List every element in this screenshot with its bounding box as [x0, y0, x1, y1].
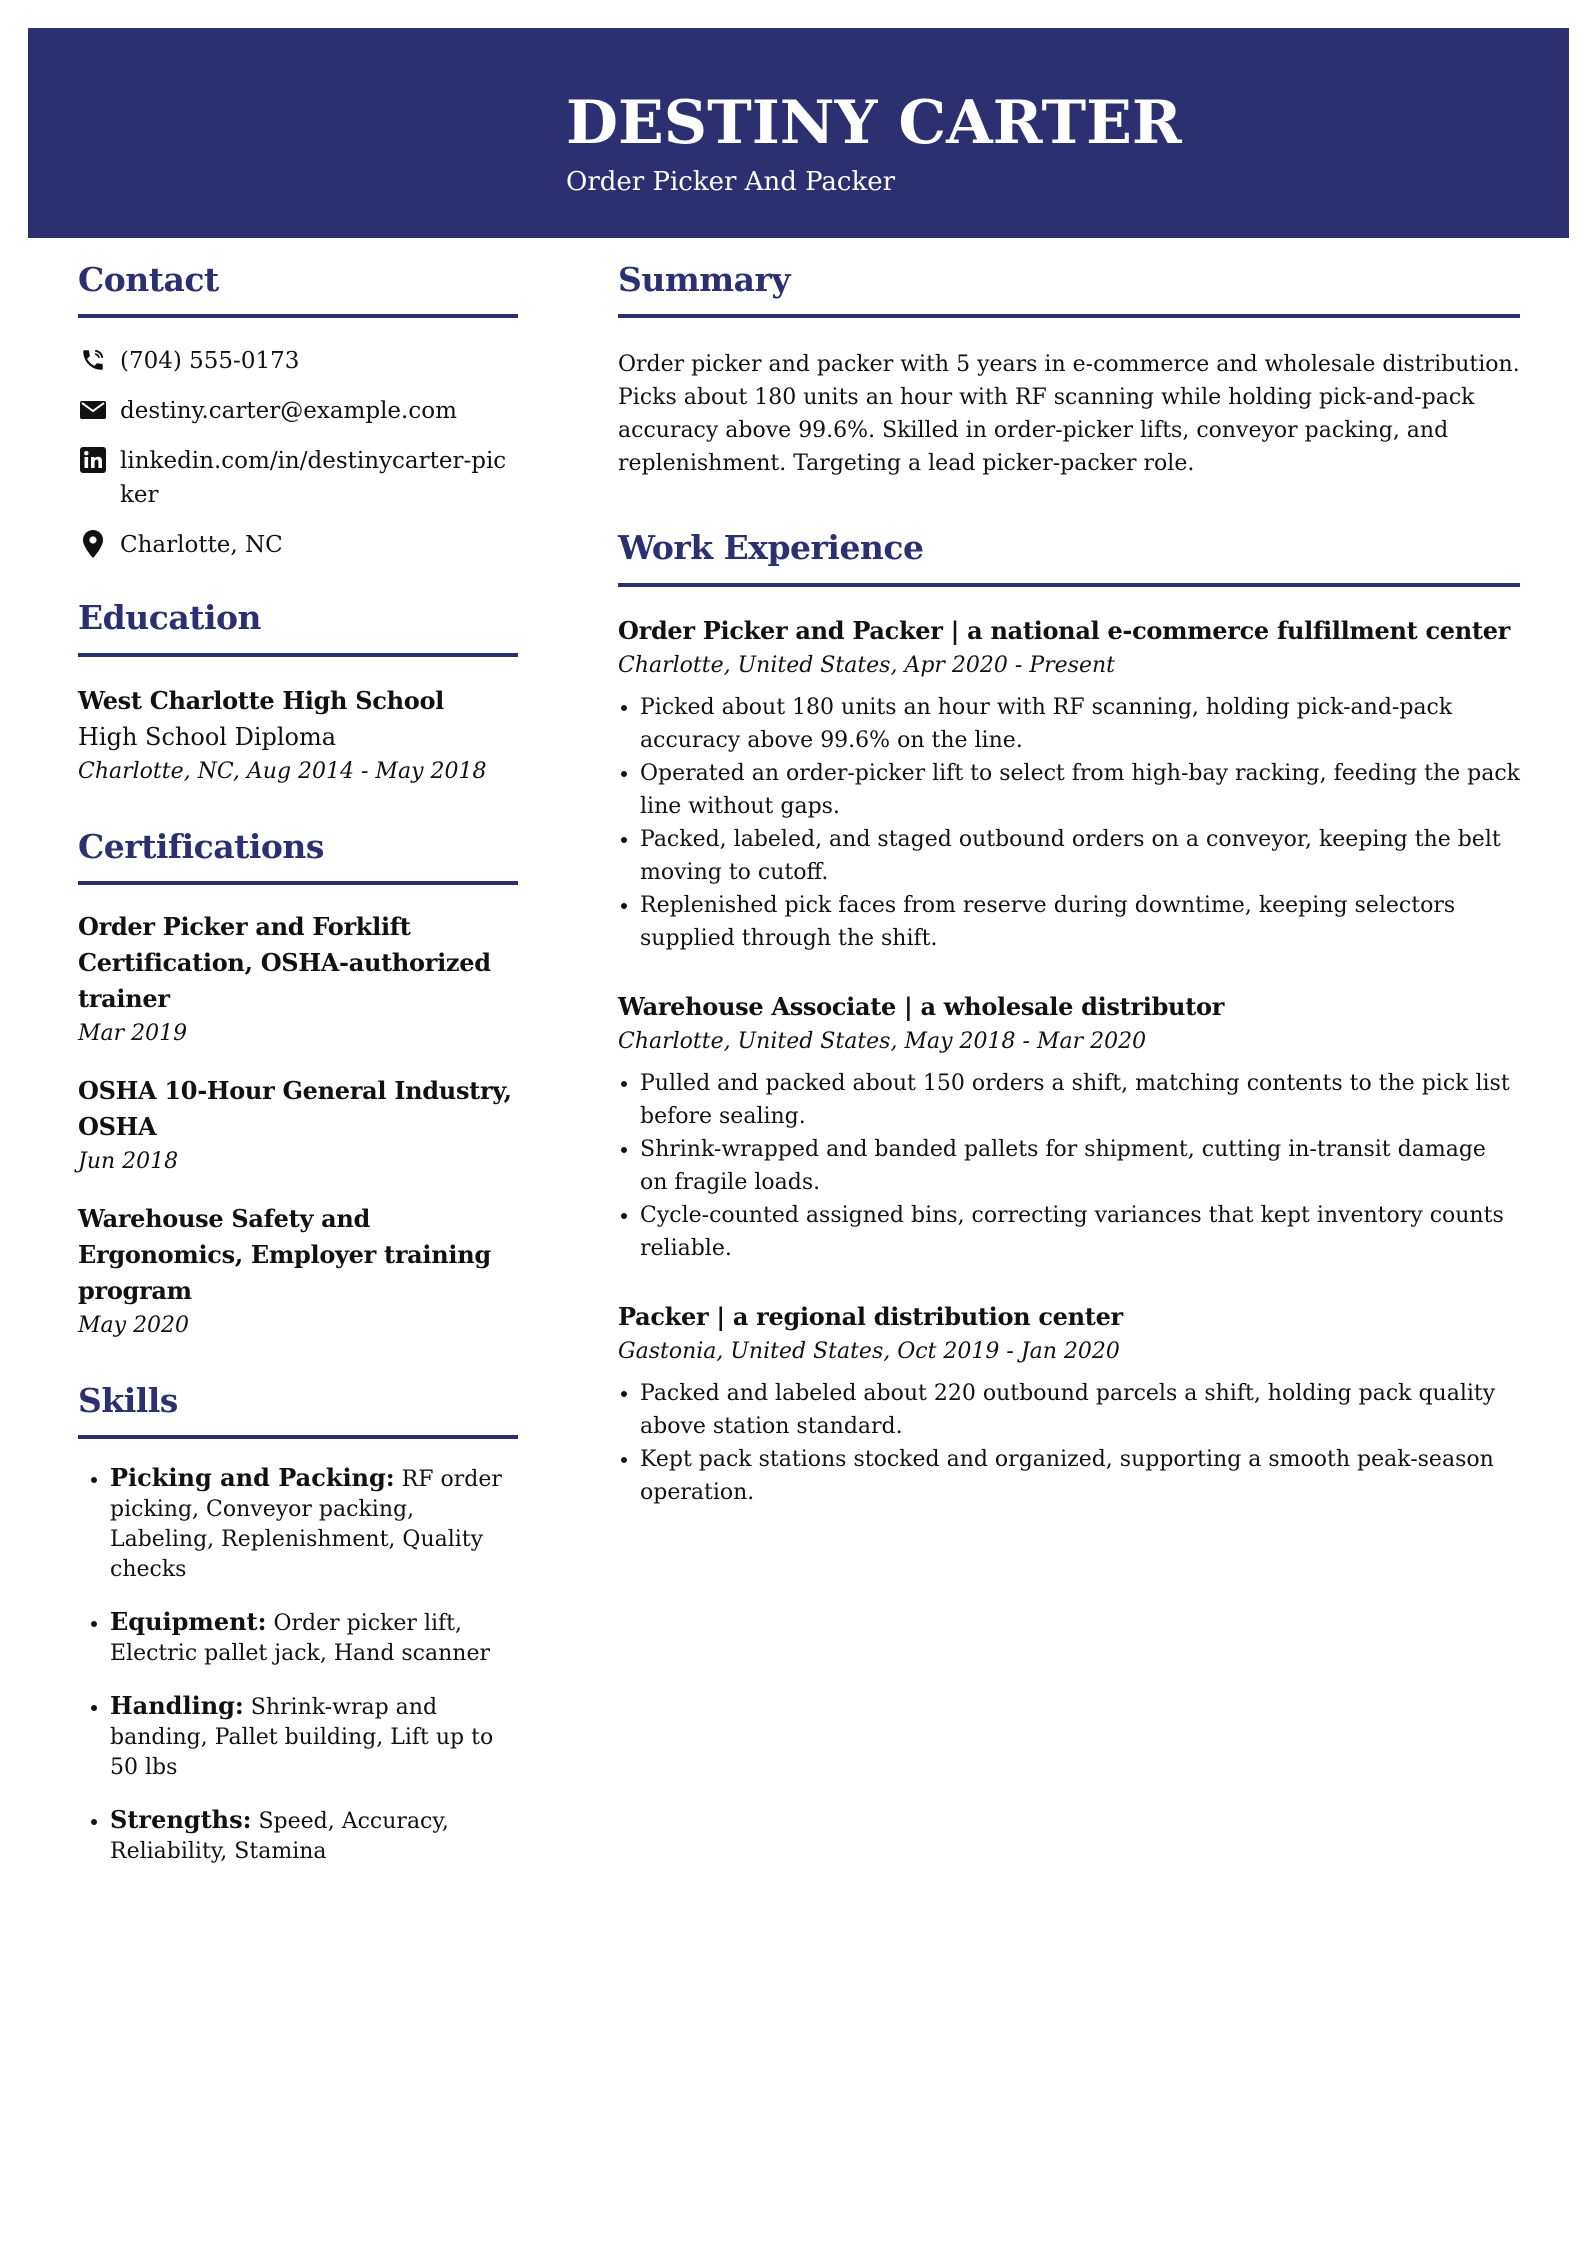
certifications-title: Certifications	[78, 826, 324, 866]
school-name: West Charlotte High School	[78, 685, 444, 715]
certification-entry	[78, 1073, 518, 1179]
location-pin-icon	[78, 528, 108, 560]
skill-item	[110, 1463, 518, 1585]
job-bullet: • Cycle-counted assigned bins, correcting variances that kept inventory counts reliable.	[640, 1199, 1520, 1265]
job-bullet: • Pulled and packed about 150 orders a shift, matching contents to the pick list before sealing.	[640, 1067, 1520, 1133]
contact-location	[78, 528, 518, 562]
skill-text: Order picker lift, Electric pallet jack, Hand scanner	[110, 1611, 490, 1667]
right-column	[618, 262, 1520, 1509]
job-bullet: • Packed and labeled about 220 outbound parcels a shift, holding pack quality above station standard.	[640, 1377, 1520, 1443]
resume-header	[28, 28, 1569, 238]
email-text[interactable]: destiny.carter@example.com	[120, 398, 457, 425]
candidate-role: Order Picker And Packer	[566, 167, 896, 197]
section-divider	[618, 314, 1520, 318]
job-bullet: • Operated an order-picker lift to select from high-bay racking, feeding the pack line without gaps.	[640, 757, 1520, 823]
skill-item	[110, 1607, 518, 1669]
summary-section	[618, 262, 1520, 480]
phone-text: (704) 555-0173	[120, 348, 300, 375]
skills-section	[78, 1380, 518, 1867]
job-meta: Charlotte, United States, Apr 2020 - Present	[618, 652, 1115, 678]
summary-text: Order picker and packer with 5 years in e-commerce and wholesale distribution. Picks about 180 units an hour with RF scanning while holding pick-and-pack accuracy above 99.6%. Skilled in order-picker lifts, conveyor packing, and replenishment. Targeting a lead picker-packer role.	[618, 352, 1520, 477]
experience-section	[618, 530, 1520, 1508]
skill-label: Picking and Packing:	[110, 1463, 395, 1493]
location-text: Charlotte, NC	[120, 532, 283, 559]
job-bullet: • Picked about 180 units an hour with RF scanning, holding pick-and-pack accuracy above 99.6% on the line.	[640, 691, 1520, 757]
certification-name: Warehouse Safety and Ergonomics, Employer training program	[78, 1203, 491, 1305]
job-bullets	[618, 1067, 1520, 1265]
skill-text: Shrink-wrap and banding, Pallet building, Lift up to 50 lbs	[110, 1695, 494, 1781]
contact-phone	[78, 344, 518, 378]
section-divider	[78, 653, 518, 657]
skill-item	[110, 1691, 518, 1783]
job-entry	[618, 1299, 1520, 1509]
section-divider	[618, 583, 1520, 587]
certification-entry	[78, 1201, 518, 1343]
job-bullet: • Replenished pick faces from reserve during downtime, keeping selectors supplied through the shift.	[640, 889, 1520, 955]
header-text	[566, 88, 1182, 197]
education-section	[78, 600, 518, 788]
job-bullet: • Kept pack stations stocked and organized, supporting a smooth peak-season operation.	[640, 1443, 1520, 1509]
job-entry	[618, 613, 1520, 955]
skill-text: RF order picking, Conveyor packing, Labeling, Replenishment, Quality checks	[110, 1467, 502, 1583]
certification-name: OSHA 10-Hour General Industry, OSHA	[78, 1075, 512, 1141]
skill-item	[110, 1805, 518, 1867]
job-bullet: • Shrink-wrapped and banded pallets for shipment, cutting in-transit damage on fragile loads.	[640, 1133, 1520, 1199]
phone-icon	[78, 344, 108, 376]
contact-list	[78, 344, 518, 562]
skills-title: Skills	[78, 1380, 178, 1420]
certification-date: May 2020	[78, 1312, 190, 1338]
contact-section	[78, 262, 518, 562]
job-title: Order Picker and Packer | a national e-commerce fulfillment center	[618, 615, 1511, 645]
skill-label: Strengths:	[110, 1805, 252, 1835]
job-bullets	[618, 691, 1520, 955]
contact-linkedin[interactable]	[78, 444, 518, 512]
job-entry	[618, 989, 1520, 1265]
experience-title: Work Experience	[618, 528, 924, 568]
job-title: Packer | a regional distribution center	[618, 1301, 1123, 1331]
job-meta: Charlotte, United States, May 2018 - Mar 2020	[618, 1028, 1147, 1054]
section-divider	[78, 881, 518, 885]
linkedin-text[interactable]: linkedin.com/in/destinycarter-picker	[120, 448, 507, 509]
certifications-section	[78, 826, 518, 1343]
degree-name: High School Diploma	[78, 722, 337, 751]
job-bullet: • Packed, labeled, and staged outbound orders on a conveyor, keeping the belt moving to cutoff.	[640, 823, 1520, 889]
certification-name: Order Picker and Forklift Certification, OSHA-authorized trainer	[78, 911, 491, 1013]
education-meta: Charlotte, NC, Aug 2014 - May 2018	[78, 758, 487, 784]
candidate-name: DESTINY CARTER	[566, 88, 1182, 158]
linkedin-icon	[78, 444, 108, 476]
skill-label: Equipment:	[110, 1607, 267, 1637]
mail-icon	[78, 394, 108, 426]
section-divider	[78, 314, 518, 318]
education-title: Education	[78, 598, 261, 638]
certification-entry	[78, 909, 518, 1051]
skill-text: Speed, Accuracy, Reliability, Stamina	[110, 1809, 449, 1865]
certification-date: Jun 2018	[78, 1148, 179, 1174]
contact-title: Contact	[78, 260, 219, 299]
education-entry	[78, 683, 518, 789]
job-meta: Gastonia, United States, Oct 2019 - Jan 2020	[618, 1338, 1120, 1364]
contact-email[interactable]	[78, 394, 518, 428]
job-title: Warehouse Associate | a wholesale distributor	[618, 991, 1225, 1021]
summary-title: Summary	[618, 260, 791, 299]
skills-list	[78, 1463, 518, 1867]
skill-label: Handling:	[110, 1691, 244, 1721]
job-bullets	[618, 1377, 1520, 1509]
left-column	[78, 262, 518, 1889]
section-divider	[78, 1435, 518, 1439]
certification-date: Mar 2019	[78, 1020, 188, 1046]
